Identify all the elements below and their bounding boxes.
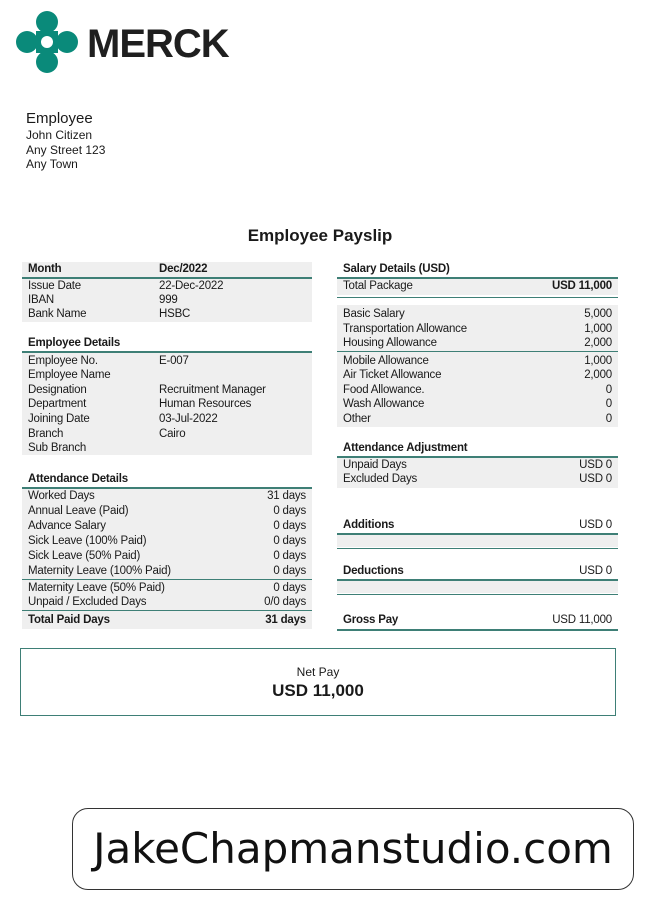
attendance-divider [22, 610, 312, 611]
salary-item-label: Air Ticket Allowance [343, 369, 442, 381]
salary-divider [337, 351, 618, 352]
salary-item-label: Food Allowance. [343, 384, 425, 396]
total-paid-days-value: 31 days [265, 614, 306, 626]
address-town: Any Town [26, 157, 78, 171]
watermark: JakeChapmanstudio.com [72, 808, 634, 890]
general-label: Bank Name [28, 308, 87, 320]
general-value: 999 [159, 294, 178, 306]
deductions-label: Deductions [343, 565, 404, 577]
attendance-value: 0 days [273, 505, 306, 517]
total-package-value: USD 11,000 [551, 280, 612, 292]
general-value: HSBC [159, 308, 191, 320]
additions-panel [337, 535, 618, 547]
employee-label: Joining Date [28, 413, 90, 425]
salary-item-value: 0 [605, 384, 612, 396]
salary-item-value: 1,000 [584, 323, 612, 335]
deductions-divider [337, 594, 618, 595]
page-title: Employee Payslip [247, 226, 393, 245]
attendance-value: 0 days [273, 582, 306, 594]
address-name: John Citizen [26, 128, 93, 142]
salary-item-value: 0 [605, 413, 612, 425]
general-value: 22-Dec-2022 [159, 280, 224, 292]
salary-item-label: Wash Allowance [343, 398, 425, 410]
employee-label: Sub Branch [28, 442, 87, 454]
logo-text: MERCK [87, 22, 229, 66]
employee-label: Department [28, 398, 87, 410]
attendance-value: 31 days [267, 490, 306, 502]
employee-address [26, 110, 105, 172]
deductions-panel [337, 581, 618, 593]
attendance-label: Sick Leave (100% Paid) [28, 535, 147, 547]
merck-emblem-icon [15, 10, 79, 74]
salary-item-value: 1,000 [584, 355, 612, 367]
attendance-value: 0 days [273, 550, 306, 562]
adjust-value: USD 0 [579, 473, 612, 485]
gross-pay-value: USD 11,000 [552, 614, 612, 626]
employee-details-heading: Employee Details [28, 337, 121, 349]
employee-value: 03-Jul-2022 [159, 413, 218, 425]
address-heading: Employee [26, 110, 93, 127]
net-pay-value: USD 11,000 [272, 681, 364, 700]
employee-value: Recruitment Manager [159, 384, 266, 396]
employee-label: Designation [28, 384, 87, 396]
general-label: Issue Date [28, 280, 81, 292]
total-package-label: Total Package [343, 280, 413, 292]
month-label: Month [28, 263, 62, 275]
attendance-value: 0 days [273, 565, 306, 577]
deductions-value: USD 0 [579, 565, 612, 577]
salary-details-heading: Salary Details (USD) [343, 263, 450, 275]
net-pay-label: Net Pay [296, 665, 340, 679]
salary-item-label: Housing Allowance [343, 337, 437, 349]
adjust-label: Excluded Days [343, 473, 418, 485]
address-street: Any Street 123 [26, 142, 106, 157]
employee-label: Branch [28, 428, 64, 440]
salary-item-label: Mobile Allowance [343, 355, 429, 367]
attendance-label: Maternity Leave (100% Paid) [28, 565, 171, 577]
additions-divider [337, 548, 618, 549]
salary-item-value: 2,000 [584, 337, 612, 349]
additions-label: Additions [343, 519, 395, 531]
total-paid-days-label: Total Paid Days [28, 614, 110, 626]
employee-label: Employee Name [28, 369, 111, 381]
net-pay-box [20, 648, 616, 716]
attendance-label: Sick Leave (50% Paid) [28, 550, 141, 562]
salary-item-label: Transportation Allowance [343, 323, 467, 335]
attendance-value: 0 days [273, 535, 306, 547]
month-value: Dec/2022 [159, 263, 208, 275]
attendance-label: Advance Salary [28, 520, 106, 532]
attendance-label: Worked Days [28, 490, 95, 502]
attendance-value: 0/0 days [264, 596, 306, 608]
additions-value: USD 0 [579, 519, 612, 531]
attendance-divider [22, 579, 312, 580]
employee-value: E-007 [159, 355, 189, 367]
gross-rule [337, 629, 618, 631]
employee-label: Employee No. [28, 355, 98, 367]
attendance-adjustment-heading: Attendance Adjustment [343, 442, 468, 454]
salary-item-value: 5,000 [584, 308, 612, 320]
salary-divider [337, 297, 618, 298]
salary-item-label: Other [343, 413, 371, 425]
adjust-label: Unpaid Days [343, 459, 407, 471]
gross-pay-label: Gross Pay [343, 614, 399, 626]
attendance-label: Annual Leave (Paid) [28, 505, 129, 517]
salary-item-value: 0 [605, 398, 612, 410]
adjust-value: USD 0 [579, 459, 612, 471]
employee-value: Human Resources [159, 398, 252, 410]
salary-item-value: 2,000 [584, 369, 612, 381]
employee-value: Cairo [159, 428, 186, 440]
salary-item-label: Basic Salary [343, 308, 405, 320]
attendance-details-heading: Attendance Details [28, 473, 128, 485]
attendance-value: 0 days [273, 520, 306, 532]
general-label: IBAN [28, 294, 55, 306]
attendance-label: Maternity Leave (50% Paid) [28, 582, 165, 594]
merck-logo [15, 10, 229, 74]
attendance-label: Unpaid / Excluded Days [28, 596, 147, 608]
